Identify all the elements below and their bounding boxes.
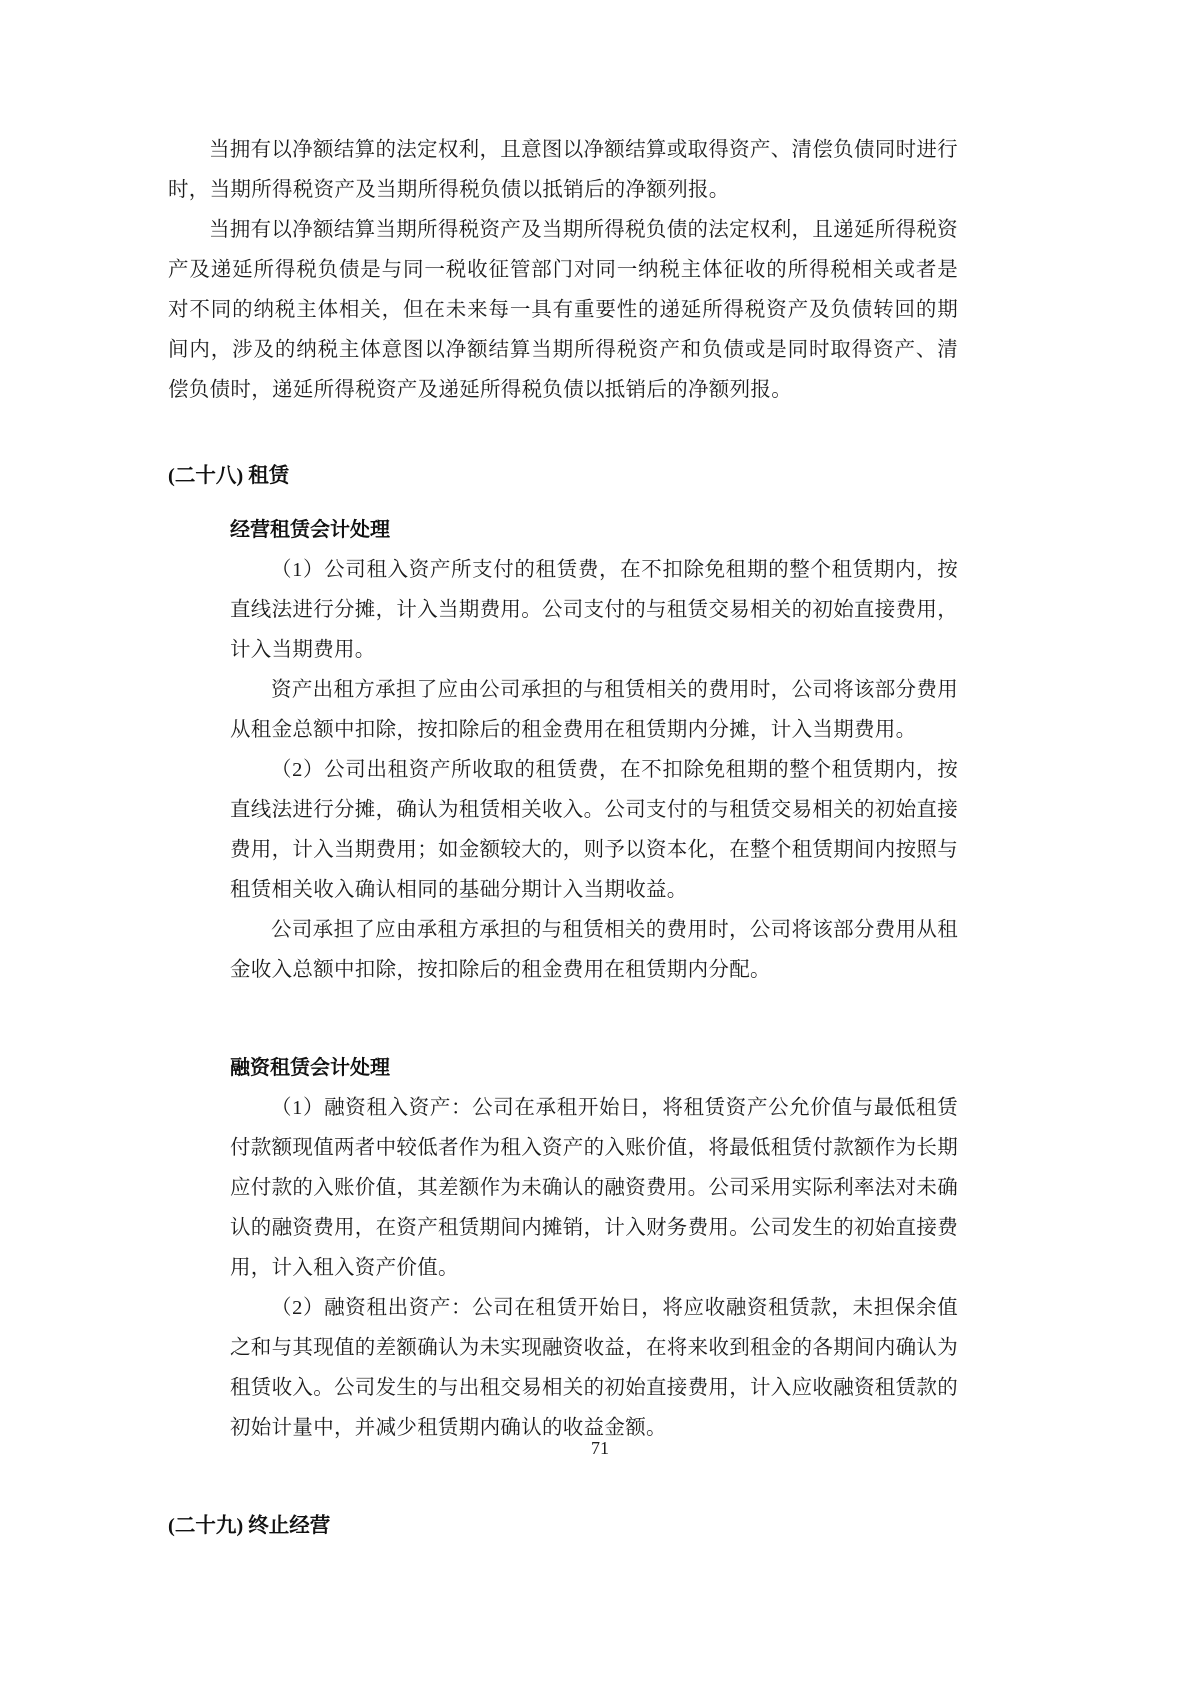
subheading-operating-lease: 经营租赁会计处理	[230, 519, 390, 541]
section-heading-lease: (二十八) 租赁	[168, 465, 290, 487]
page-number: 71	[591, 1438, 609, 1458]
paragraph-finance-lease-2: （2）融资租出资产：公司在租赁开始日，将应收融资租赁款，未担保余值之和与其现值的差额确认为未实现融资收益，在将来收到租金的各期间内确认为租赁收入。公司发生的与出租交易相关的初始直接费用，计入应收融资租赁款的初始计量中，并减少租赁期内确认的收益金额。	[230, 1297, 958, 1439]
paragraph-income-tax-offset-deferred: 当拥有以净额结算当期所得税资产及当期所得税负债的法定权利，且递延所得税资产及递延所得税负债是与同一税收征管部门对同一纳税主体征收的所得税相关或者是对不同的纳税主体相关，但在未来每一具有重要性的递延所得税资产及负债转回的期间内，涉及的纳税主体意图以净额结算当期所得税资产和负债或是同时取得资产、清偿负债时，递延所得税资产及递延所得税负债以抵销后的净额列报。	[168, 219, 958, 401]
paragraph-finance-lease-1: （1）融资租入资产：公司在承租开始日，将租赁资产公允价值与最低租赁付款额现值两者中较低者作为租入资产的入账价值，将最低租赁付款额作为长期应付款的入账价值，其差额作为未确认的融资费用。公司采用实际利率法对未确认的融资费用，在资产租赁期间内摊销，计入财务费用。公司发生的初始直接费用，计入租入资产价值。	[230, 1097, 958, 1279]
paragraph-operating-lease-4: 公司承担了应由承租方承担的与租赁相关的费用时，公司将该部分费用从租金收入总额中扣除，按扣除后的租金费用在租赁期内分配。	[230, 919, 958, 981]
page-content	[168, 130, 958, 1546]
paragraph-operating-lease-3: （2）公司出租资产所收取的租赁费，在不扣除免租期的整个租赁期内，按直线法进行分摊，确认为租赁相关收入。公司支付的与租赁交易相关的初始直接费用，计入当期费用；如金额较大的，则予以资本化，在整个租赁期间内按照与租赁相关收入确认相同的基础分期计入当期收益。	[230, 759, 958, 901]
paragraph-income-tax-offset-current: 当拥有以净额结算的法定权利，且意图以净额结算或取得资产、清偿负债同时进行时，当期所得税资产及当期所得税负债以抵销后的净额列报。	[168, 139, 958, 201]
subheading-finance-lease: 融资租赁会计处理	[230, 1057, 390, 1079]
spacer	[168, 410, 958, 456]
operating-lease-body	[230, 550, 958, 990]
spacer	[168, 990, 958, 1048]
spacer	[168, 496, 958, 510]
finance-lease-body	[230, 1088, 958, 1448]
section-heading-discontinued-operations: (二十九) 终止经营	[168, 1515, 331, 1537]
paragraph-operating-lease-2: 资产出租方承担了应由公司承担的与租赁相关的费用时，公司将该部分费用从租金总额中扣除，按扣除后的租金费用在租赁期内分摊，计入当期费用。	[230, 679, 958, 741]
paragraph-operating-lease-1: （1）公司租入资产所支付的租赁费，在不扣除免租期的整个租赁期内，按直线法进行分摊，计入当期费用。公司支付的与租赁交易相关的初始直接费用，计入当期费用。	[230, 559, 958, 661]
